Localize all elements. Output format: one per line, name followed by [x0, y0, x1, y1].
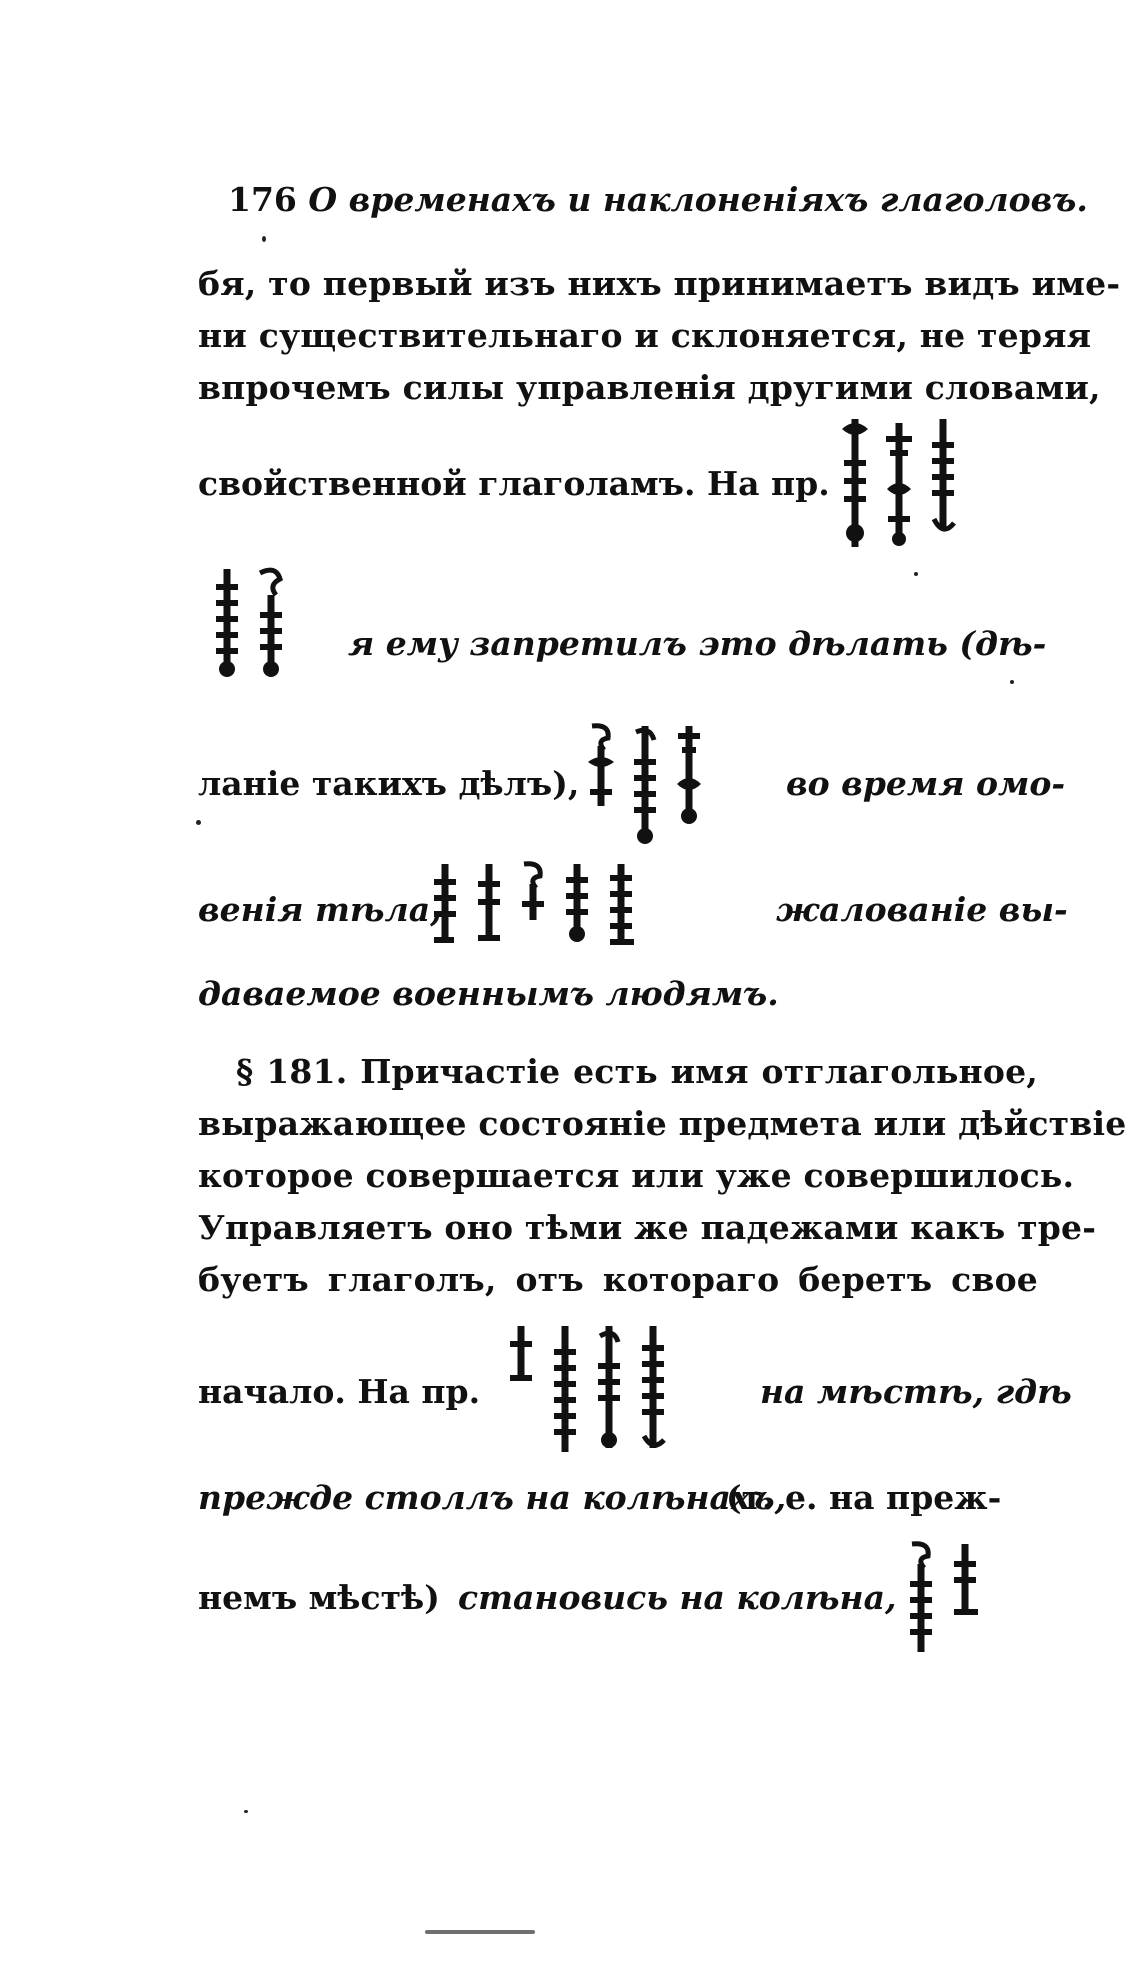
mongolian-script-icon	[838, 415, 960, 555]
print-speck	[1010, 680, 1014, 684]
mongolian-script-icon	[210, 565, 288, 685]
text-line: ланіе такихъ дѣлъ),	[198, 764, 580, 803]
text-line: прежде столлъ на колѣнахъ,	[198, 1478, 787, 1517]
text-line: буетъ глаголъ, отъ котораго беретъ свое	[198, 1260, 1038, 1299]
text-line: становись на колѣна,	[458, 1578, 897, 1617]
text-line: Управляетъ оно тѣми же падежами какъ тре-	[198, 1208, 1097, 1247]
text-line: на мѣстѣ, гдѣ	[760, 1372, 1072, 1411]
text-line: бя, то первый изъ нихъ принимаетъ видъ име-	[198, 264, 1121, 303]
mongolian-script-icon	[428, 860, 638, 950]
mongolian-script-icon	[904, 1540, 982, 1660]
mongolian-script-icon	[504, 1322, 670, 1462]
text-line: начало. На пр.	[198, 1372, 481, 1411]
text-line: ни существительнаго и склоняется, не теряя	[198, 316, 1092, 355]
print-speck	[244, 1810, 248, 1813]
text-line: которое совершается или уже совершилось.	[198, 1156, 1075, 1195]
text-line: венія тѣла,	[198, 890, 442, 929]
text-line: я ему запретилъ это дѣлать (дѣ-	[348, 624, 1047, 663]
print-smudge	[425, 1930, 535, 1934]
mongolian-script-icon	[584, 722, 706, 852]
print-speck	[914, 572, 918, 576]
text-line: жалованіе вы-	[776, 890, 1068, 929]
text-line: немъ мѣстѣ)	[198, 1578, 440, 1617]
text-line: выражающее состояніе предмета или дѣйствіе	[198, 1104, 1127, 1143]
running-title: О временахъ и наклоненіяхъ глаголовъ.	[308, 180, 1088, 219]
section-heading-line: § 181. Причастіе есть имя отглагольное,	[236, 1052, 1038, 1091]
print-speck	[196, 820, 201, 825]
text-line: (т. е. на преж-	[726, 1478, 1002, 1517]
text-line: впрочемъ силы управленія другими словами,	[198, 368, 1101, 407]
print-speck	[262, 236, 266, 242]
text-line: свойственной глаголамъ. На пр.	[198, 464, 830, 503]
text-line: даваемое военнымъ людямъ.	[198, 974, 779, 1013]
page-number: 176	[228, 180, 297, 219]
text-line: во время омо-	[786, 764, 1066, 803]
running-header	[228, 178, 1088, 222]
